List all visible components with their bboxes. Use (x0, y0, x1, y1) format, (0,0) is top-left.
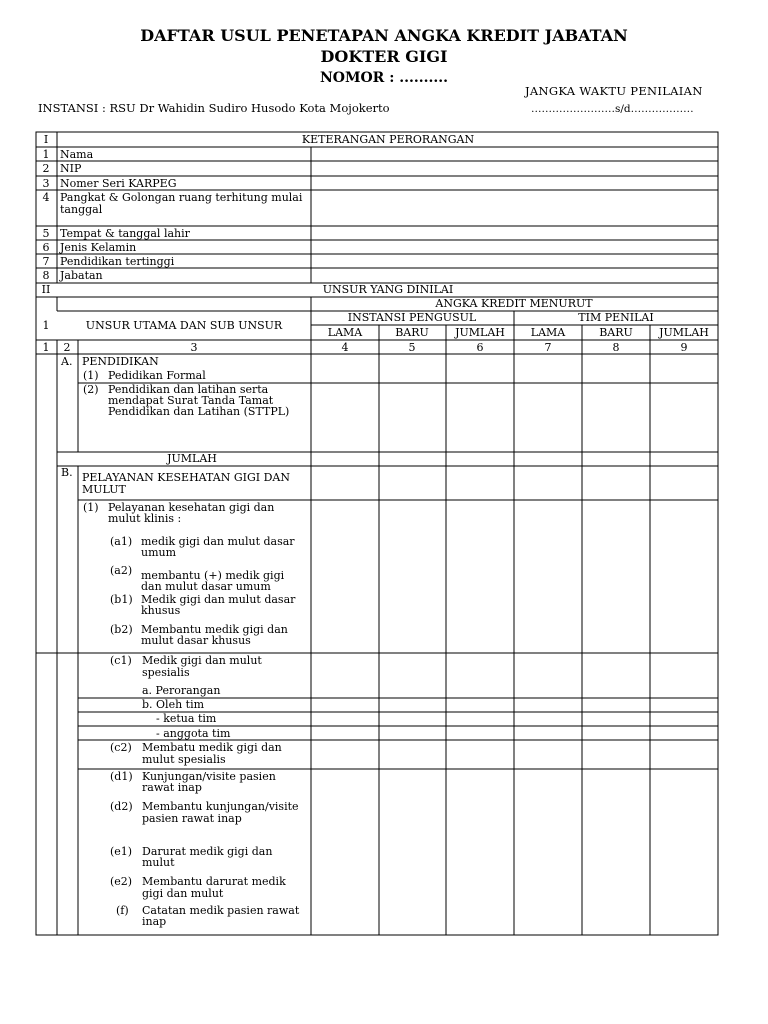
col-number: 4 (341, 341, 349, 354)
field-label-pendidikan: Pendidikan tertinggi (60, 255, 175, 268)
field-label-nip: NIP (60, 162, 82, 175)
col-number: 1 (42, 341, 50, 354)
item-pendidikan-formal: Pedidikan Formal (108, 369, 206, 382)
row-number: 3 (42, 177, 50, 190)
row-number: 4 (42, 191, 50, 204)
col-number: 8 (612, 341, 620, 354)
section-ii-heading: UNSUR YANG DINILAI (322, 283, 454, 296)
item-membantu-kunjungan: Membantu kunjungan/visite (142, 800, 299, 813)
col-number: 6 (476, 341, 484, 354)
field-label-jenis-kelamin: Jenis Kelamin (60, 241, 137, 254)
row-number: 1 (42, 148, 50, 161)
item-pelayanan-klinis: Pelayanan kesehatan gigi dan (108, 501, 275, 514)
item-code: (c1) (110, 654, 132, 667)
jangka-waktu-value: ……………………s/d……………… (531, 103, 694, 115)
item-membantu-khusus: Membantu medik gigi dan (141, 623, 288, 636)
section-i-roman: I (43, 133, 49, 146)
item-code: (a2) (110, 564, 133, 577)
row-number: 6 (42, 241, 50, 254)
sub-col-baru: BARU (599, 326, 633, 339)
item-catatan-medik-line2: inap (142, 915, 167, 928)
field-label-nama: Nama (60, 148, 94, 161)
sub-col-jumlah: JUMLAH (659, 326, 709, 339)
row-number: 5 (42, 227, 50, 240)
unsur-utama-header: UNSUR UTAMA DAN SUB UNSUR (85, 319, 283, 332)
item-darurat: Darurat medik gigi dan (142, 845, 273, 858)
item-medik-dasar-umum-line2: umum (141, 546, 177, 559)
item-medik-spesialis-line2: spesialis (142, 666, 190, 679)
item-perorangan: a. Perorangan (142, 684, 221, 697)
item-membatu-spesialis-line2: mulut spesialis (142, 753, 226, 766)
item-title-pelayanan-line2: MULUT (82, 483, 126, 496)
item-catatan-medik: Catatan medik pasien rawat (142, 904, 300, 917)
item-diklat-line2: mendapat Surat Tanda Tamat (108, 394, 274, 407)
row-number: 2 (42, 162, 50, 175)
item-ketua-tim: - ketua tim (156, 712, 217, 725)
item-membatu-spesialis: Membatu medik gigi dan (142, 741, 282, 754)
field-label-ttl: Tempat & tanggal lahir (60, 227, 190, 240)
item-membantu-khusus-line2: mulut dasar khusus (141, 634, 251, 647)
item-number: (1) (83, 369, 99, 382)
jumlah-label: JUMLAH (167, 452, 217, 465)
item-diklat-line3: Pendidikan dan Latihan (STTPL) (108, 405, 290, 418)
col-number: 9 (680, 341, 688, 354)
item-code: (b2) (110, 623, 133, 636)
sub-col-baru: BARU (395, 326, 429, 339)
field-label-karpeg: Nomer Seri KARPEG (60, 177, 177, 190)
sub-col-lama: LAMA (327, 326, 363, 339)
item-medik-dasar-khusus-line2: khusus (141, 604, 181, 617)
instansi-pengusul-header: INSTANSI PENGUSUL (347, 311, 477, 324)
col-number: 3 (190, 341, 198, 354)
section-ii-roman: II (41, 283, 51, 296)
item-kunjungan-line2: rawat inap (142, 781, 202, 794)
item-pelayanan-klinis-line2: mulut klinis : (108, 512, 182, 525)
field-label-jabatan: Jabatan (60, 269, 103, 282)
item-medik-dasar-khusus: Medik gigi dan mulut dasar (141, 593, 296, 606)
jangka-waktu-label: JANGKA WAKTU PENILAIAN (525, 84, 703, 98)
angka-kredit-heading: ANGKA KREDIT MENURUT (435, 297, 593, 310)
item-membantu-kunjungan-line2: pasien rawat inap (142, 812, 242, 825)
item-number: (1) (83, 501, 99, 514)
item-anggota-tim: - anggota tim (156, 727, 231, 740)
item-kunjungan: Kunjungan/visite pasien (142, 770, 276, 783)
item-code: (a1) (110, 535, 133, 548)
item-membantu-umum: membantu (+) medik gigi (141, 569, 285, 582)
item-number: (2) (83, 383, 99, 396)
item-code: (d1) (110, 770, 133, 783)
field-label-pangkat: Pangkat & Golongan ruang terhitung mulai (60, 191, 303, 204)
item-membantu-darurat-line2: gigi dan mulut (142, 887, 224, 900)
col-number: 5 (408, 341, 416, 354)
nomor-label: NOMOR : .......... (320, 70, 448, 86)
col-number: 7 (544, 341, 552, 354)
section-i-heading: KETERANGAN PERORANGAN (301, 133, 475, 146)
sub-col-lama: LAMA (530, 326, 566, 339)
item-title-pelayanan: PELAYANAN KESEHATAN GIGI DAN (82, 471, 290, 484)
item-medik-spesialis: Medik gigi dan mulut (142, 654, 262, 667)
col-no-header: 1 (42, 319, 50, 332)
sub-col-jumlah: JUMLAH (455, 326, 505, 339)
item-darurat-line2: mulut (142, 856, 175, 869)
document-title: DAFTAR USUL PENETAPAN ANGKA KREDIT JABATAN (140, 26, 628, 45)
item-membantu-darurat: Membantu darurat medik (142, 875, 286, 888)
row-number: 7 (42, 255, 50, 268)
row-number: 8 (42, 269, 50, 282)
instansi-label: INSTANSI : RSU Dr Wahidin Sudiro Husodo Kota Mojokerto (38, 101, 390, 115)
item-code: (c2) (110, 741, 132, 754)
item-title-pendidikan: PENDIDIKAN (82, 355, 159, 368)
field-label-pangkat-line2: tanggal (60, 203, 103, 216)
item-membantu-umum-line2: dan mulut dasar umum (141, 580, 271, 593)
tim-penilai-header: TIM PENILAI (578, 311, 654, 324)
item-code: (e2) (110, 875, 133, 888)
item-code: (f) (116, 904, 129, 917)
item-code: (d2) (110, 800, 133, 813)
item-oleh-tim: b. Oleh tim (142, 698, 205, 711)
document-subtitle: DOKTER GIGI (320, 47, 448, 66)
item-letter: A. (61, 355, 73, 368)
item-code: (b1) (110, 593, 133, 606)
item-letter: B. (61, 466, 73, 479)
item-code: (e1) (110, 845, 133, 858)
item-medik-dasar-umum: medik gigi dan mulut dasar (141, 535, 295, 548)
col-number: 2 (63, 341, 71, 354)
table-outer-border (36, 132, 718, 935)
item-diklat: Pendidikan dan latihan serta (108, 383, 269, 396)
